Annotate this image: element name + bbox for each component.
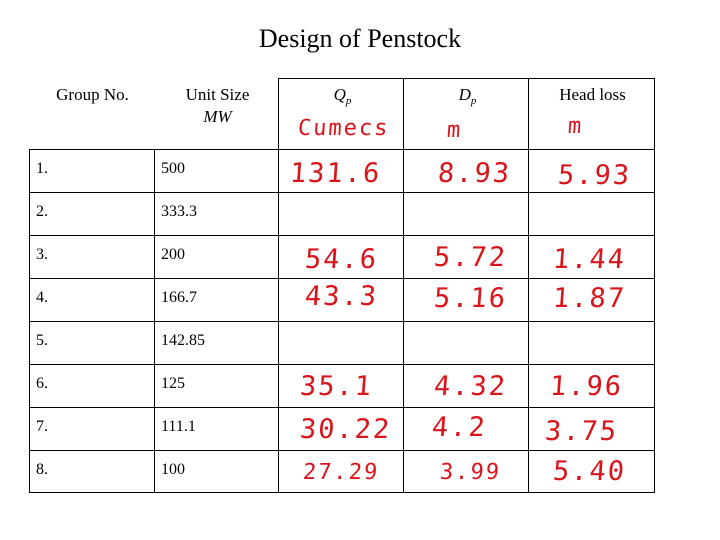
unit-size-cell: 333.3 <box>161 203 197 220</box>
grid-line <box>29 278 655 279</box>
group-no-cell: 5. <box>36 332 48 349</box>
headloss-value: 5.40 <box>551 456 628 487</box>
header-unit-size <box>160 84 275 128</box>
unit-size-cell: 500 <box>161 160 185 177</box>
qp-value: 131.6 <box>288 158 383 189</box>
grid-line <box>528 78 529 492</box>
group-no-cell: 4. <box>36 289 48 306</box>
dp-value: 4.32 <box>432 371 509 402</box>
qp-value: 30.22 <box>298 414 393 445</box>
headloss-value: 1.44 <box>551 244 628 275</box>
qp-value: 35.1 <box>298 371 375 402</box>
header-headloss-label: Head loss <box>559 85 626 104</box>
group-no-cell: 8. <box>36 461 48 478</box>
headloss-value: 1.87 <box>551 283 628 314</box>
qp-value: 43.3 <box>303 281 380 312</box>
headloss-value: 5.93 <box>556 160 633 191</box>
header-dp <box>420 84 515 112</box>
grid-line <box>29 407 655 408</box>
grid-line <box>29 192 655 193</box>
headloss-value: 3.75 <box>543 416 620 447</box>
qp-value: 54.6 <box>303 244 380 275</box>
header-unit-label: Unit Size <box>185 85 250 104</box>
grid-line <box>278 78 279 492</box>
unit-size-cell: 125 <box>161 375 185 392</box>
unit-headloss-handwritten: m <box>567 114 585 139</box>
grid-line <box>278 78 655 79</box>
grid-line <box>654 78 655 492</box>
page-title: Design of Penstock <box>258 24 462 53</box>
group-no-cell: 3. <box>36 246 48 263</box>
grid-line <box>29 235 655 236</box>
header-group-label: Group No. <box>56 85 129 104</box>
header-qp-sub: p <box>345 95 352 108</box>
grid-line <box>29 321 655 322</box>
unit-size-cell: 166.7 <box>161 289 197 306</box>
unit-size-cell: 200 <box>161 246 185 263</box>
grid-line <box>403 78 404 492</box>
group-no-cell: 2. <box>36 203 48 220</box>
header-qp <box>295 84 390 112</box>
header-head-loss <box>545 84 640 106</box>
group-no-cell: 7. <box>36 418 48 435</box>
unit-size-cell: 142.85 <box>161 332 205 349</box>
unit-size-cell: 111.1 <box>161 418 196 435</box>
unit-size-cell: 100 <box>161 461 185 478</box>
dp-value: 5.72 <box>432 242 509 273</box>
grid-line <box>29 364 655 365</box>
header-qp-label: Q <box>333 85 346 104</box>
group-no-cell: 1. <box>36 160 48 177</box>
dp-value: 5.16 <box>432 283 509 314</box>
grid-line <box>29 450 655 451</box>
dp-value: 4.2 <box>430 412 488 443</box>
grid-line <box>29 492 655 493</box>
unit-qp-handwritten: Cumecs <box>297 116 391 141</box>
dp-value: 8.93 <box>436 158 513 189</box>
headloss-value: 1.96 <box>548 371 625 402</box>
qp-value: 27.29 <box>302 460 381 485</box>
group-no-cell: 6. <box>36 375 48 392</box>
header-group-no <box>40 84 145 106</box>
dp-value: 3.99 <box>439 460 502 485</box>
header-dp-sub: p <box>470 95 477 108</box>
header-unit-sub: MW <box>203 107 232 126</box>
header-dp-label: D <box>458 85 471 104</box>
unit-dp-handwritten: m <box>446 118 464 143</box>
grid-line <box>29 149 655 150</box>
